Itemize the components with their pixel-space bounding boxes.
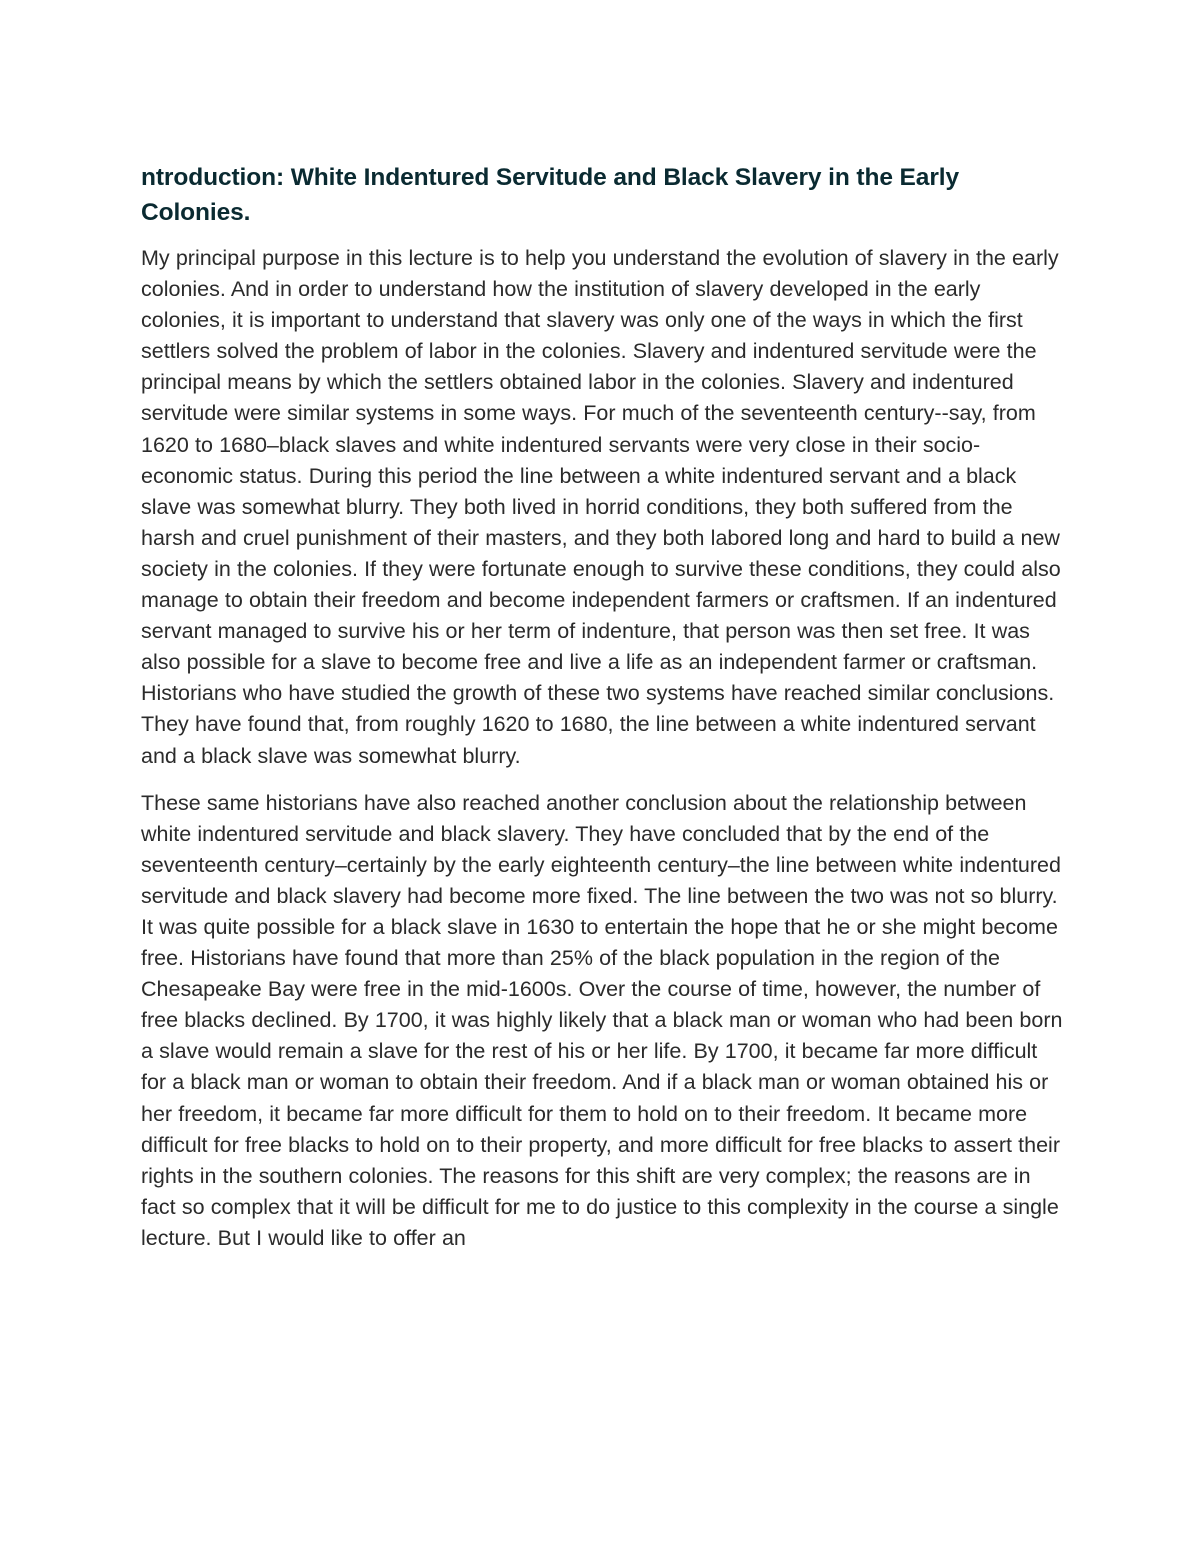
document-heading: ntroduction: White Indentured Servitude and Black Slavery in the Early Colonies. xyxy=(141,164,959,226)
paragraph-2: These same historians have also reached another conclusion about the relationship between white indentured servitude and black slavery. They have concluded that by the end of the seventeenth century–certainly by the early eighteenth century–the line between white indentured servitude and black slavery had become more fixed. The line between the two was not so blurry. It was quite possible for a black slave in 1630 to entertain the hope that he or she might become free. Historians have found that more than 25% of the black population in the region of the Chesapeake Bay were free in the mid-1600s. Over the course of time, however, the number of free blacks declined. By 1700, it was highly likely that a black man or woman who had been born a slave would remain a slave for the rest of his or her life. By 1700, it became far more difficult for a black man or woman to obtain their freedom. And if a black man or woman obtained his or her freedom, it became far more difficult for them to hold on to their freedom. It became more difficult for free blacks to hold on to their property, and more difficult for free blacks to assert their rights in the southern colonies. The reasons for this shift are very complex; the reasons are in fact so complex that it will be difficult for me to do justice to this complexity in the course a single lecture. But I would like to offer an xyxy=(141,790,1063,1250)
paragraph-1: My principal purpose in this lecture is to help you understand the evolution of slavery in the early colonies. And in order to understand how the institution of slavery developed in the early colonies, it is important to understand that slavery was only one of the ways in which the first settlers solved the problem of labor in the colonies. Slavery and indentured servitude were the principal means by which the settlers obtained labor in the colonies. Slavery and indentured servitude were similar systems in some ways. For much of the seventeenth century--say, from 1620 to 1680–black slaves and white indentured servants were very close in their socio-economic status. During this period the line between a white indentured servant and a black slave was somewhat blurry. They both lived in horrid conditions, they both suffered from the harsh and cruel punishment of their masters, and they both labored long and hard to build a new society in the colonies. If they were fortunate enough to survive these conditions, they could also manage to obtain their freedom and become independent farmers or craftsmen. If an indentured servant managed to survive his or her term of indenture, that person was then set free. It was also possible for a slave to become free and live a life as an independent farmer or craftsman. Historians who have studied the growth of these two systems have reached similar conclusions. They have found that, from roughly 1620 to 1680, the line between a white indentured servant and a black slave was somewhat blurry. xyxy=(141,246,1061,768)
document-body xyxy=(141,160,1066,1254)
